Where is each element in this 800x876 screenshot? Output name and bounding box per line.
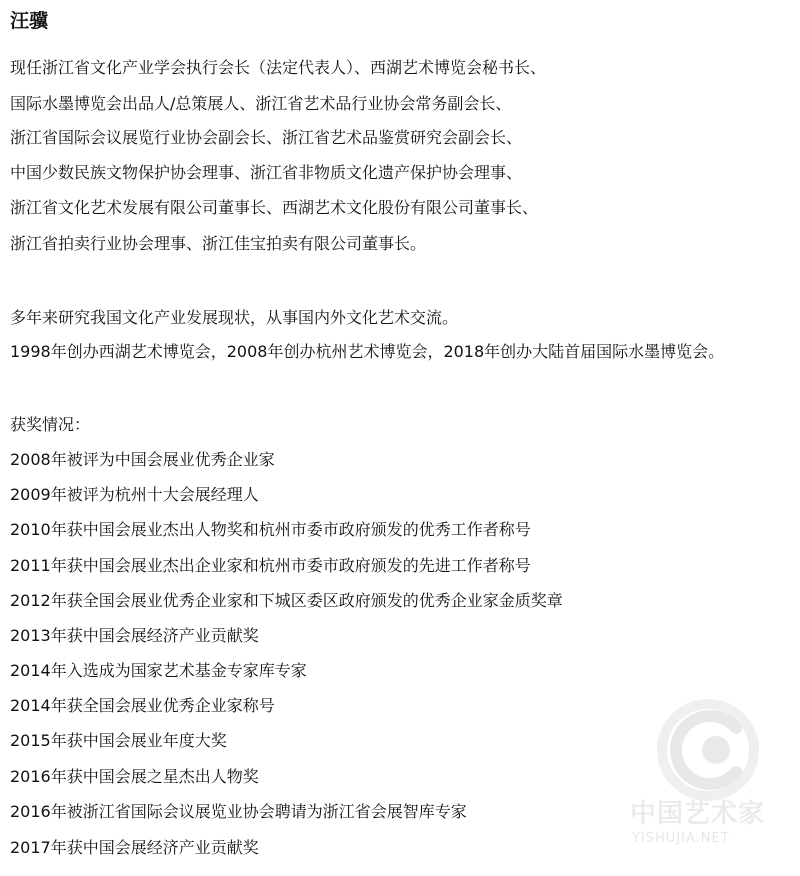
- bio-line: 国际水墨博览会出品人/总策展人、浙江省艺术品行业协会常务副会长、: [10, 94, 512, 113]
- bio-line: 中国少数民族文物保护协会理事、浙江省非物质文化遗产保护协会理事、: [10, 163, 523, 182]
- watermark-domain: YISHUJIA.NET: [632, 831, 730, 846]
- award-item: 2015年获中国会展业年度大奖: [10, 731, 227, 750]
- watermark-site-name: 中国艺术家: [630, 799, 766, 829]
- award-item: 2016年获中国会展之星杰出人物奖: [10, 767, 259, 786]
- award-item: 2012年获全国会展业优秀企业家和下城区委区政府颁发的优秀企业家金质奖章: [10, 591, 563, 610]
- award-item: 2009年被评为杭州十大会展经理人: [10, 485, 259, 504]
- research-line: 1998年创办西湖艺术博览会，2008年创办杭州艺术博览会，2018年创办大陆首届国际水墨博览会。: [10, 342, 725, 361]
- award-item: 2014年获全国会展业优秀企业家称号: [10, 696, 275, 715]
- bio-line: 现任浙江省文化产业学会执行会长（法定代表人）、西湖艺术博览会秘书长、: [10, 58, 547, 77]
- award-item: 2017年获中国会展经济产业贡献奖: [10, 838, 259, 857]
- award-item: 2008年被评为中国会展业优秀企业家: [10, 450, 275, 469]
- site-watermark: [626, 698, 796, 858]
- award-item: 2016年被浙江省国际会议展览业协会聘请为浙江省会展智库专家: [10, 802, 467, 821]
- bio-line: 浙江省文化艺术发展有限公司董事长、西湖艺术文化股份有限公司董事长、: [10, 198, 539, 217]
- bio-line: 浙江省国际会议展览行业协会副会长、浙江省艺术品鉴赏研究会副会长、: [10, 128, 523, 147]
- award-item: 2014年入选成为国家艺术基金专家库专家: [10, 661, 307, 680]
- watermark-logo-icon: [656, 698, 760, 802]
- research-line: 多年来研究我国文化产业发展现状，从事国内外文化艺术交流。: [10, 308, 459, 327]
- page-title: 汪骥: [10, 10, 49, 32]
- awards-heading: 获奖情况：: [10, 415, 91, 434]
- award-item: 2013年获中国会展经济产业贡献奖: [10, 626, 259, 645]
- bio-line: 浙江省拍卖行业协会理事、浙江佳宝拍卖有限公司董事长。: [10, 234, 427, 253]
- award-item: 2011年获中国会展业杰出企业家和杭州市委市政府颁发的先进工作者称号: [10, 556, 531, 575]
- award-item: 2010年获中国会展业杰出人物奖和杭州市委市政府颁发的优秀工作者称号: [10, 520, 531, 539]
